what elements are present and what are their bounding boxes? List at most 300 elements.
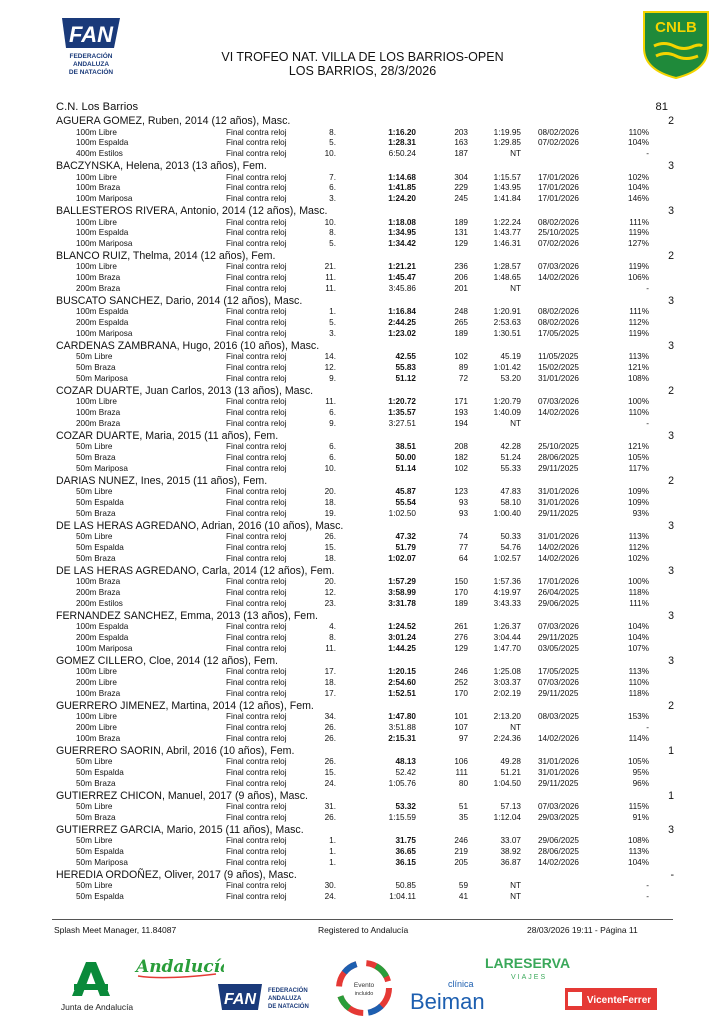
round-type: Final contra reloj — [226, 442, 287, 452]
entry-date: 28/06/2025 — [538, 847, 579, 857]
percentage: 108% — [628, 374, 649, 384]
percentage: 108% — [628, 836, 649, 846]
place: 18. — [324, 553, 336, 563]
swimmer-points: 3 — [668, 519, 674, 532]
club-name: C.N. Los Barrios — [56, 101, 139, 113]
event-name: 50m Libre — [76, 757, 113, 767]
result-time: 1:14.68 — [388, 172, 416, 182]
entry-time: 1:00.40 — [493, 508, 521, 518]
swimmer-header — [56, 476, 674, 487]
result-time: 52.42 — [395, 767, 416, 777]
footer-software: Splash Meet Manager, 11.84087 — [54, 925, 177, 935]
entry-time: 58.10 — [500, 498, 521, 508]
round-type: Final contra reloj — [226, 284, 287, 294]
round-type: Final contra reloj — [226, 778, 287, 788]
entry-date: 07/03/2026 — [538, 678, 579, 687]
round-type: Final contra reloj — [226, 712, 287, 722]
percentage: 113% — [628, 667, 649, 677]
result-time: 3:01.24 — [388, 633, 416, 643]
place: 20. — [324, 487, 336, 497]
entry-time: 1:29.85 — [493, 138, 521, 148]
event-row — [56, 149, 674, 160]
place: 31. — [324, 802, 336, 812]
event-name: 50m Libre — [76, 802, 113, 812]
fina-points: 101 — [454, 712, 468, 722]
result-time: 1:02.07 — [388, 553, 416, 563]
entry-date: 29/11/2025 — [538, 778, 579, 788]
swimmer-header — [56, 656, 674, 667]
club-header — [56, 101, 668, 113]
entry-time: 36.87 — [500, 857, 521, 867]
result-time: 45.87 — [395, 487, 416, 497]
result-time: 1:24.52 — [388, 622, 416, 632]
percentage: 121% — [628, 442, 649, 452]
swimmer-name: DARIAS NUNEZ, Ines, 2015 (11 años), Fem. — [56, 474, 268, 487]
event-name: 100m Libre — [76, 262, 117, 272]
round-type: Final contra reloj — [226, 262, 287, 272]
event-name: 100m Braza — [76, 408, 121, 418]
place: 34. — [324, 712, 336, 722]
round-type: Final contra reloj — [226, 881, 287, 891]
fina-points: 245 — [454, 194, 468, 204]
entry-time: 1:25.08 — [493, 667, 521, 677]
round-type: Final contra reloj — [226, 307, 287, 317]
place: 24. — [324, 778, 336, 788]
round-type: Final contra reloj — [226, 329, 287, 339]
result-time: 1:44.25 — [388, 643, 416, 653]
entry-date: 17/05/2025 — [538, 329, 579, 339]
swimmer-name: GOMEZ CILLERO, Cloe, 2014 (12 años), Fem. — [56, 654, 278, 667]
place: 11. — [325, 284, 336, 294]
event-row — [56, 622, 674, 633]
fina-points: 129 — [454, 643, 468, 653]
event-name: 50m Libre — [76, 881, 113, 891]
entry-date: 03/05/2025 — [538, 643, 579, 653]
percentage: 110% — [628, 678, 649, 687]
entry-date: 11/05/2025 — [538, 352, 579, 362]
result-time: 1:04.11 — [389, 892, 416, 902]
percentage: 109% — [628, 498, 649, 508]
event-row — [56, 183, 674, 194]
percentage: - — [646, 149, 649, 159]
fina-points: 107 — [454, 722, 468, 732]
event-row — [56, 847, 674, 858]
event-row — [56, 498, 674, 509]
event-row — [56, 284, 674, 295]
percentage: 119% — [628, 228, 649, 238]
place: 21. — [324, 262, 336, 272]
percentage: 100% — [628, 577, 649, 587]
entry-date: 17/01/2026 — [538, 194, 579, 204]
place: 17. — [324, 688, 336, 698]
event-name: 100m Braza — [76, 733, 121, 743]
meet-title: VI TROFEO NAT. VILLA DE LOS BARRIOS-OPEN — [221, 50, 504, 64]
fina-points: 189 — [454, 217, 468, 227]
round-type: Final contra reloj — [226, 127, 287, 137]
event-row — [56, 307, 674, 318]
percentage: 110% — [628, 408, 649, 418]
entry-date: 07/02/2026 — [538, 239, 579, 249]
round-type: Final contra reloj — [226, 363, 287, 373]
entry-date: 31/01/2026 — [538, 757, 579, 767]
result-time: 55.54 — [395, 498, 416, 508]
swimmer-points: 3 — [668, 340, 674, 353]
entry-time: 50.33 — [500, 532, 521, 542]
entry-date: 31/01/2026 — [538, 767, 579, 777]
entry-time: 1:46.31 — [493, 239, 521, 249]
percentage: 104% — [628, 633, 649, 643]
place: 3. — [329, 329, 336, 339]
entry-time: 1:40.09 — [493, 408, 521, 418]
place: 18. — [324, 678, 336, 687]
swimmer-name: BLANCO RUIZ, Thelma, 2014 (12 años), Fem. — [56, 250, 276, 263]
entry-time: 55.33 — [500, 463, 521, 473]
result-time: 1:57.29 — [388, 577, 416, 587]
round-type: Final contra reloj — [226, 508, 287, 518]
entry-time: 2:53.63 — [493, 318, 521, 328]
result-time: 36.65 — [395, 847, 416, 857]
round-type: Final contra reloj — [226, 418, 287, 428]
percentage: 118% — [628, 688, 649, 698]
round-type: Final contra reloj — [226, 453, 287, 463]
event-name: 50m Libre — [76, 352, 113, 362]
entry-time: 1:41.84 — [493, 194, 521, 204]
swimmer-points: 2 — [668, 385, 674, 397]
event-row — [56, 689, 674, 700]
event-row — [56, 352, 674, 363]
entry-date: 29/06/2025 — [538, 598, 579, 608]
place: 10. — [324, 217, 336, 227]
footer-registration: Registered to Andalucía — [318, 925, 409, 935]
percentage: 111% — [629, 598, 649, 608]
entry-time: 1:47.70 — [493, 643, 521, 653]
event-row — [56, 779, 674, 790]
entry-time: 1:20.79 — [493, 397, 521, 407]
swimmer-name: GUTIERREZ GARCIA, Mario, 2015 (11 años), Masc. — [56, 823, 304, 836]
swimmer-name: GUTIERREZ CHICON, Manuel, 2017 (9 años), Masc. — [56, 789, 308, 802]
swimmer-points: 3 — [668, 609, 674, 622]
round-type: Final contra reloj — [226, 318, 287, 328]
fina-points: 205 — [454, 857, 468, 867]
round-type: Final contra reloj — [226, 892, 287, 902]
entry-time: 1:15.57 — [493, 172, 521, 182]
entry-time: 3:03.37 — [493, 678, 521, 687]
entry-date: 29/03/2025 — [538, 812, 579, 822]
event-name: 50m Libre — [76, 442, 113, 452]
event-name: 100m Braza — [76, 183, 121, 193]
percentage: 114% — [628, 733, 649, 743]
event-row — [56, 712, 674, 723]
entry-time: 54.76 — [500, 543, 521, 553]
result-time: 51.12 — [395, 374, 416, 384]
round-type: Final contra reloj — [226, 487, 287, 497]
entry-time: 57.13 — [500, 802, 521, 812]
fina-points: 129 — [454, 239, 468, 249]
percentage: 100% — [628, 397, 649, 407]
round-type: Final contra reloj — [226, 194, 287, 204]
fina-points: 97 — [458, 733, 468, 743]
entry-date: 29/11/2025 — [538, 463, 579, 473]
event-name: 200m Espalda — [76, 633, 129, 643]
swimmer-points: 1 — [668, 789, 674, 802]
event-name: 50m Mariposa — [76, 463, 128, 473]
result-time: 1:23.02 — [388, 329, 416, 339]
fina-points: 304 — [454, 172, 468, 182]
result-time: 31.75 — [395, 836, 416, 846]
evento-line-2: incluido — [354, 991, 374, 997]
entry-date: 14/02/2026 — [538, 733, 579, 743]
event-name: 50m Libre — [76, 836, 113, 846]
event-row — [56, 667, 674, 678]
result-time: 3:45.86 — [388, 284, 416, 294]
entry-date: 31/01/2026 — [538, 487, 579, 497]
evento-incluido-logo — [336, 960, 392, 1016]
percentage: - — [646, 418, 649, 428]
entry-date: 31/01/2026 — [538, 532, 579, 542]
result-time: 51.14 — [395, 463, 416, 473]
place: 15. — [324, 767, 336, 777]
entry-time: 1:20.91 — [493, 307, 521, 317]
percentage: 104% — [628, 183, 649, 193]
event-row — [56, 173, 674, 184]
entry-time: 38.92 — [500, 847, 521, 857]
fina-points: 194 — [454, 418, 468, 428]
swimmer-points: 3 — [668, 654, 674, 667]
round-type: Final contra reloj — [226, 836, 287, 846]
event-row — [56, 543, 674, 554]
result-time: 1:20.15 — [388, 667, 416, 677]
round-type: Final contra reloj — [226, 633, 287, 643]
fina-points: 123 — [454, 487, 468, 497]
place: 12. — [324, 363, 336, 373]
entry-date: 29/11/2025 — [538, 508, 579, 518]
fina-points: 189 — [454, 598, 468, 608]
lareserva-text: LARESERVA — [485, 955, 571, 971]
entry-time: 1:43.95 — [493, 183, 521, 193]
entry-date: 08/03/2025 — [538, 712, 579, 722]
round-type: Final contra reloj — [226, 688, 287, 698]
event-row — [56, 453, 674, 464]
event-name: 50m Espalda — [76, 543, 124, 553]
swimmer-points: 3 — [668, 823, 674, 836]
fan-logo-line-1: FEDERACIÓN — [69, 53, 113, 60]
round-type: Final contra reloj — [226, 172, 287, 182]
entry-date: 29/06/2025 — [538, 836, 579, 846]
percentage: 104% — [628, 138, 649, 148]
round-type: Final contra reloj — [226, 374, 287, 384]
event-row — [56, 532, 674, 543]
result-time: 3:58.99 — [388, 588, 416, 598]
percentage: 146% — [628, 194, 649, 204]
entry-time: 2:02.19 — [493, 688, 521, 698]
place: 26. — [324, 733, 336, 743]
percentage: 153% — [628, 712, 649, 722]
percentage: 110% — [628, 127, 649, 137]
event-name: 50m Mariposa — [76, 374, 128, 384]
event-name: 200m Estilos — [76, 598, 123, 608]
event-row — [56, 363, 674, 374]
entry-date: 14/02/2026 — [538, 408, 579, 418]
round-type: Final contra reloj — [226, 757, 287, 767]
event-name: 100m Libre — [76, 217, 117, 227]
beiman-text: Beiman — [410, 989, 485, 1014]
result-time: 1:16.84 — [388, 307, 416, 317]
junta-logo-text: Junta de Andalucía — [60, 1002, 134, 1012]
round-type: Final contra reloj — [226, 802, 287, 812]
round-type: Final contra reloj — [226, 622, 287, 632]
result-time: 1:35.57 — [388, 408, 416, 418]
swimmer-header — [56, 521, 674, 532]
entry-date: 08/02/2026 — [538, 318, 579, 328]
fina-points: 265 — [454, 318, 468, 328]
result-time: 1:21.21 — [388, 262, 416, 272]
fina-points: 276 — [454, 633, 468, 643]
event-row — [56, 128, 674, 139]
entry-date: 07/03/2026 — [538, 622, 579, 632]
place: 11. — [325, 643, 336, 653]
entry-time: 1:02.57 — [493, 553, 521, 563]
place: 26. — [324, 812, 336, 822]
fina-points: 93 — [458, 498, 468, 508]
fina-points: 252 — [454, 678, 468, 687]
event-row — [56, 329, 674, 340]
entry-date: 26/04/2025 — [538, 588, 579, 598]
entry-time: 2:24.36 — [493, 733, 521, 743]
result-time: 51.79 — [395, 543, 416, 553]
fina-points: 150 — [454, 577, 468, 587]
percentage: - — [646, 722, 649, 732]
entry-time: 2:13.20 — [493, 712, 521, 722]
fina-points: 102 — [454, 352, 468, 362]
swimmer-name: COZAR DUARTE, Maria, 2015 (11 años), Fem. — [56, 429, 279, 442]
swimmer-header — [56, 611, 674, 622]
place: 9. — [329, 418, 336, 428]
swimmer-name: CARDENAS ZAMBRANA, Hugo, 2016 (10 años), Masc. — [56, 340, 320, 353]
entry-date: 15/02/2025 — [538, 363, 579, 373]
swimmer-header — [56, 746, 674, 757]
swimmer-header — [56, 296, 674, 307]
event-name: 100m Braza — [76, 577, 121, 587]
place: 8. — [329, 228, 336, 238]
percentage: 107% — [628, 643, 649, 653]
entry-date: 25/10/2025 — [538, 228, 579, 238]
entry-time: 3:43.33 — [493, 598, 521, 608]
event-name: 200m Braza — [76, 418, 121, 428]
result-time: 2:54.60 — [388, 678, 416, 687]
entry-time: 4:19.97 — [493, 588, 521, 598]
fina-points: 201 — [454, 284, 468, 294]
swimmer-header — [56, 341, 674, 352]
round-type: Final contra reloj — [226, 498, 287, 508]
fina-points: 41 — [458, 892, 468, 902]
swimmer-points: 3 — [668, 564, 674, 577]
event-row — [56, 218, 674, 229]
entry-time: NT — [510, 149, 521, 159]
swimmer-header — [56, 870, 674, 881]
club-points: 81 — [655, 101, 668, 113]
swimmer-header — [56, 431, 674, 442]
entry-date: 08/02/2026 — [538, 217, 579, 227]
result-time: 1:15.59 — [388, 812, 416, 822]
event-name: 100m Libre — [76, 397, 117, 407]
event-row — [56, 509, 674, 520]
round-type: Final contra reloj — [226, 643, 287, 653]
round-type: Final contra reloj — [226, 678, 287, 687]
swimmer-points: 3 — [668, 205, 674, 218]
result-time: 1:16.20 — [388, 127, 416, 137]
lareserva-logo — [483, 952, 583, 982]
result-time: 1:45.47 — [388, 273, 416, 283]
swimmer-name: GUERRERO JIMENEZ, Martina, 2014 (12 años), Fem. — [56, 699, 314, 712]
event-name: 50m Braza — [76, 812, 116, 822]
fina-points: 236 — [454, 262, 468, 272]
percentage: 118% — [628, 588, 649, 598]
entry-date: 17/01/2026 — [538, 172, 579, 182]
place: 1. — [329, 847, 336, 857]
place: 8. — [329, 633, 336, 643]
fina-points: 206 — [454, 273, 468, 283]
entry-time: NT — [510, 418, 521, 428]
place: 1. — [329, 307, 336, 317]
entry-date: 31/01/2026 — [538, 374, 579, 384]
percentage: - — [646, 881, 649, 891]
result-time: 1:05.76 — [388, 778, 416, 788]
fina-points: 111 — [455, 767, 468, 777]
event-name: 100m Braza — [76, 688, 121, 698]
fina-points: 246 — [454, 667, 468, 677]
result-time: 50.85 — [395, 881, 416, 891]
result-time: 47.32 — [395, 532, 416, 542]
place: 12. — [324, 588, 336, 598]
fan-sponsor-line-3: DE NATACIÓN — [268, 1004, 309, 1010]
swimmer-name: DE LAS HERAS AGREDANO, Adrian, 2016 (10 años), Masc. — [56, 519, 344, 532]
swimmer-header — [56, 161, 674, 172]
entry-time: 1:12.04 — [493, 812, 521, 822]
fina-points: 182 — [454, 453, 468, 463]
result-time: 2:15.31 — [388, 733, 416, 743]
fina-points: 35 — [458, 812, 468, 822]
swimmer-name: DE LAS HERAS AGREDANO, Carla, 2014 (12 años), Fem. — [56, 564, 335, 577]
entry-date: 17/01/2026 — [538, 577, 579, 587]
event-row — [56, 577, 674, 588]
event-name: 100m Mariposa — [76, 239, 133, 249]
place: 3. — [329, 194, 336, 204]
result-time: 1:28.31 — [388, 138, 416, 148]
round-type: Final contra reloj — [226, 239, 287, 249]
entry-time: NT — [510, 284, 521, 294]
swimmer-points: 2 — [668, 250, 674, 263]
event-row — [56, 487, 674, 498]
event-name: 100m Espalda — [76, 622, 129, 632]
event-name: 200m Braza — [76, 588, 121, 598]
entry-time: 1:19.95 — [493, 127, 521, 137]
percentage: 106% — [628, 273, 649, 283]
event-row — [56, 892, 674, 903]
entry-date: 07/03/2026 — [538, 802, 579, 812]
entry-date: 17/01/2026 — [538, 183, 579, 193]
place: 26. — [324, 722, 336, 732]
event-name: 200m Braza — [76, 284, 121, 294]
result-time: 1:18.08 — [388, 217, 416, 227]
entry-date: 14/02/2026 — [538, 273, 579, 283]
percentage: 119% — [628, 329, 649, 339]
fina-points: 59 — [458, 881, 468, 891]
fina-points: 187 — [454, 149, 468, 159]
round-type: Final contra reloj — [226, 598, 287, 608]
percentage: 119% — [628, 262, 649, 272]
fina-points: 171 — [454, 397, 468, 407]
entry-time: 1:01.42 — [493, 363, 521, 373]
